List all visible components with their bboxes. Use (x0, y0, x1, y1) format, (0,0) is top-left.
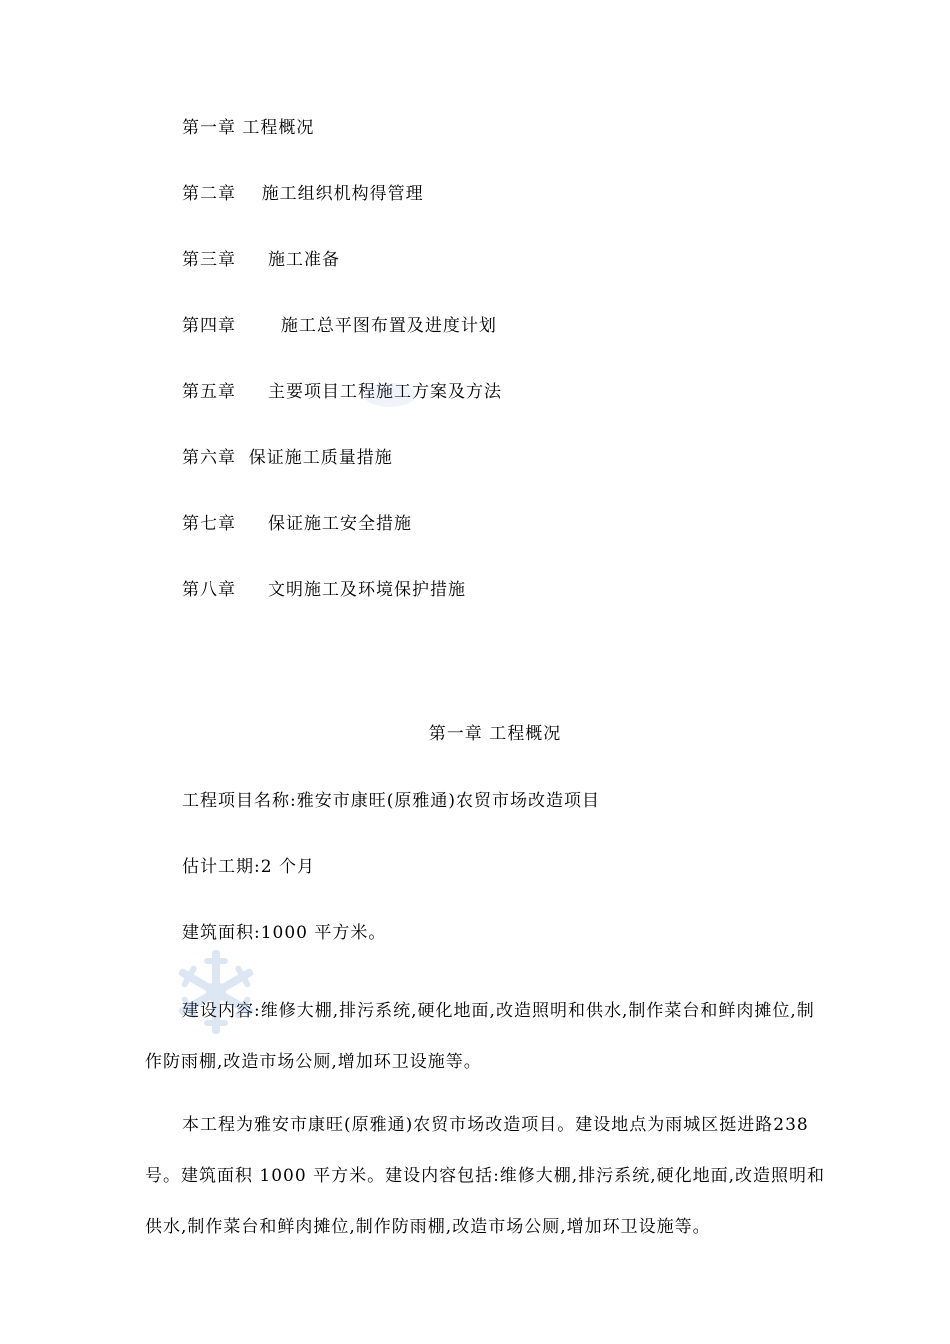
toc-item-chapter-1[interactable]: 第一章 工程概况 (182, 118, 315, 138)
faint-watermark-mark (360, 375, 420, 415)
toc-item-chapter-2[interactable]: 第二章 施工组织机构得管理 (182, 184, 424, 204)
toc-item-chapter-3[interactable]: 第三章 施工准备 (182, 250, 341, 270)
building-area-line (145, 921, 825, 945)
project-summary-paragraph: 本工程为雅安市康旺(原雅通)农贸市场改造项目。建设地点为雨城区挺进路238 号。建筑面积 1000 平方米。建设内容包括:维修大棚,排污系统,硬化地面,改造照明和供水,制作菜台和鲜肉摊位,制作防雨棚,改造市场公厕,增加环卫设施等。 (145, 1115, 826, 1237)
project-period-line (145, 855, 825, 879)
project-name-text: 工程项目名称:雅安市康旺(原雅通)农贸市场改造项目 (182, 791, 600, 811)
construction-content-paragraph: 建设内容:维修大棚,排污系统,硬化地面,改造照明和供水,制作菜台和鲜肉摊位,制作防雨棚,改造市场公厕,增加环卫设施等。 (145, 1001, 815, 1072)
table-of-contents (182, 116, 782, 644)
toc-item-chapter-4[interactable]: 第四章 施工总平图布置及进度计划 (182, 316, 497, 336)
chapter-heading: 第一章 工程概况 (428, 724, 562, 744)
toc-item-chapter-7[interactable]: 第七章 保证施工安全措施 (182, 514, 413, 534)
building-area-text: 建筑面积:1000 平方米。 (182, 923, 387, 943)
toc-item-chapter-6[interactable]: 第六章 保证施工质量措施 (182, 448, 393, 468)
snowflake-logo-icon (168, 944, 264, 1040)
toc-item-chapter-8[interactable]: 第八章 文明施工及环境保护措施 (182, 580, 467, 600)
toc-item-chapter-5[interactable]: 第五章 主要项目工程施工方案及方法 (182, 382, 503, 402)
project-period-text: 估计工期:2 个月 (182, 857, 315, 877)
project-name-line (145, 789, 825, 813)
